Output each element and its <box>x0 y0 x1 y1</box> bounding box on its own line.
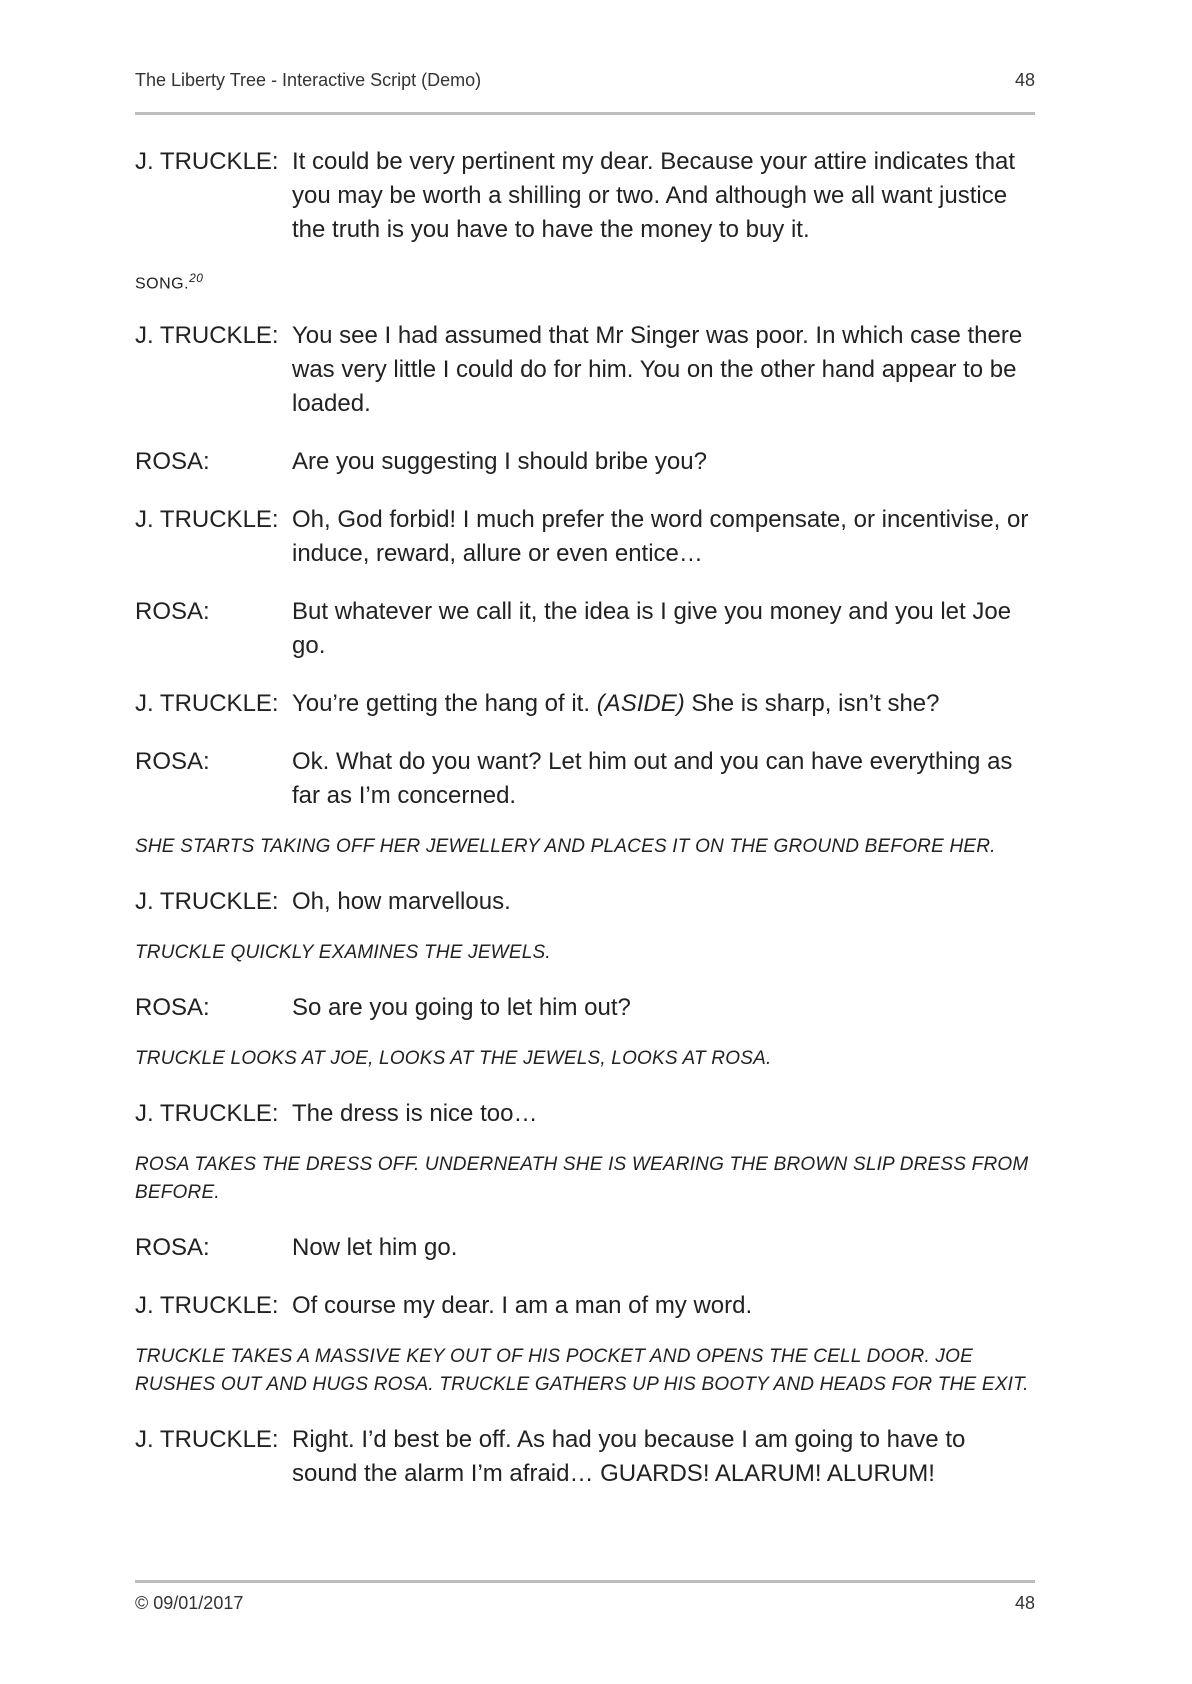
dialogue-text-part: You’re getting the hang of it. <box>292 690 597 718</box>
speaker-name: ROSA: <box>135 748 210 776</box>
dialogue-line <box>135 1289 1035 1323</box>
dialogue-line <box>135 885 1035 919</box>
header-divider <box>135 112 1035 115</box>
dialogue-text <box>292 687 1035 721</box>
dialogue-line <box>135 687 1035 721</box>
speaker-name: J. TRUCKLE: <box>135 1426 279 1454</box>
dialogue-line <box>135 991 1035 1025</box>
speaker-name: J. TRUCKLE: <box>135 148 279 175</box>
footer-page-number: 48 <box>1014 1593 1035 1613</box>
speaker-name: J. TRUCKLE: <box>135 506 279 534</box>
dialogue-text: The dress is nice too… <box>292 1100 538 1128</box>
footer-divider <box>135 1580 1035 1583</box>
dialogue-text: But whatever we call it, the idea is I give you money and you let Joe go. <box>292 598 1012 660</box>
dialogue-line <box>135 595 1035 663</box>
dialogue-text: You see I had assumed that Mr Singer was poor. In which case there was very little I could do for him. You on the other hand appear to be loaded. <box>292 322 1023 418</box>
dialogue-text: Ok. What do you want? Let him out and you can have everything as far as I’m concerned. <box>292 748 1013 810</box>
speaker-name: J. TRUCKLE: <box>135 322 279 350</box>
dialogue-line <box>135 503 1035 571</box>
dialogue-text: Are you suggesting I should bribe you? <box>292 448 707 476</box>
speaker-name: J. TRUCKLE: <box>135 1100 279 1128</box>
stage-direction: SHE STARTS TAKING OFF HER JEWELLERY AND PLACES IT ON THE GROUND BEFORE HER. <box>135 836 996 858</box>
speaker-name: J. TRUCKLE: <box>135 1292 279 1320</box>
dialogue-line <box>135 445 1035 479</box>
stage-direction: TRUCKLE QUICKLY EXAMINES THE JEWELS. <box>135 942 551 964</box>
stage-direction: ROSA TAKES THE DRESS OFF. UNDERNEATH SHE IS WEARING THE BROWN SLIP DRESS FROM BEFORE. <box>135 1154 1029 1204</box>
dialogue-text: So are you going to let him out? <box>292 994 631 1022</box>
dialogue-line <box>135 145 1035 247</box>
dialogue-text: Of course my dear. I am a man of my word. <box>292 1292 753 1320</box>
speaker-name: ROSA: <box>135 598 210 626</box>
copyright-date: © 09/01/2017 <box>135 1593 244 1613</box>
header-page-number: 48 <box>1014 70 1035 90</box>
stage-direction: TRUCKLE LOOKS AT JOE, LOOKS AT THE JEWELS, LOOKS AT ROSA. <box>135 1048 772 1070</box>
dialogue-line <box>135 319 1035 421</box>
dialogue-text-part: She is sharp, isn’t she? <box>684 690 940 718</box>
speaker-name: J. TRUCKLE: <box>135 888 279 916</box>
page-footer <box>135 1593 1035 1614</box>
dialogue-line <box>135 1423 1035 1491</box>
script-body <box>135 145 1035 1515</box>
dialogue-text: Right. I’d best be off. As had you because I am going to have to sound the alarm I’m afraid… GUARDS! ALARUM! ALURUM! <box>292 1426 966 1488</box>
song-label: SONG. <box>135 275 190 293</box>
dialogue-text: Oh, how marvellous. <box>292 888 511 916</box>
dialogue-line <box>135 1231 1035 1265</box>
dialogue-text: Now let him go. <box>292 1234 458 1262</box>
dialogue-line <box>135 1097 1035 1131</box>
page-header <box>135 70 1035 91</box>
document-title: The Liberty Tree - Interactive Script (Demo) <box>135 70 482 90</box>
dialogue-text: It could be very pertinent my dear. Because your attire indicates that you may be worth a shilling or two. And although we all want justice the truth is you have to have the money to buy it. <box>292 148 1016 243</box>
song-cue <box>135 271 1035 293</box>
speaker-name: J. TRUCKLE: <box>135 690 279 718</box>
aside-direction: (ASIDE) <box>596 690 685 718</box>
speaker-name: ROSA: <box>135 994 210 1022</box>
stage-direction: TRUCKLE TAKES A MASSIVE KEY OUT OF HIS POCKET AND OPENS THE CELL DOOR. JOE RUSHES OUT AND HUGS ROSA. TRUCKLE GATHERS UP HIS BOOTY AND HEADS FOR THE EXIT. <box>135 1346 1029 1396</box>
speaker-name: ROSA: <box>135 448 210 476</box>
footnote-marker[interactable]: 20 <box>189 271 204 285</box>
dialogue-text: Oh, God forbid! I much prefer the word compensate, or incentivise, or induce, reward, allure or even entice… <box>292 506 1029 568</box>
dialogue-line <box>135 745 1035 813</box>
speaker-name: ROSA: <box>135 1234 210 1262</box>
